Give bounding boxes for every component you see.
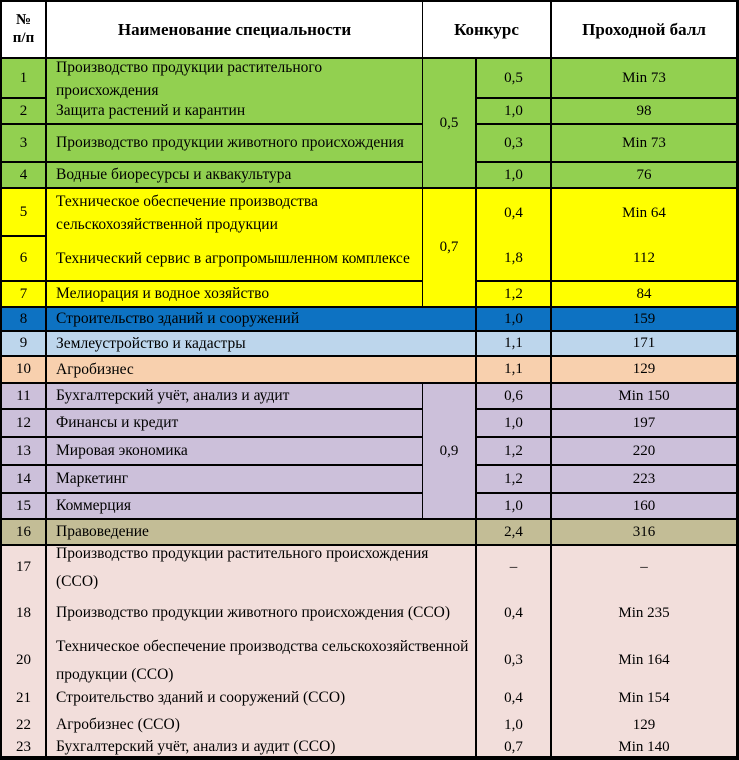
specialty-cell: Землеустройство и кадастры: [47, 332, 477, 357]
row-number-cell: 5: [2, 189, 47, 237]
score-cell: 129: [552, 712, 736, 738]
row-number-cell: 12: [2, 410, 47, 438]
konkurs-cell: –: [477, 546, 552, 589]
konkurs-cell: 1,0: [477, 308, 552, 332]
konkurs-cell: 1,0: [477, 410, 552, 438]
konkurs-cell: 0,3: [477, 125, 552, 163]
row-number-cell: 14: [2, 466, 47, 494]
row-number-cell: 4: [2, 163, 47, 189]
row-number-cell: 17: [2, 546, 47, 589]
specialty-cell: Правоведение: [47, 520, 477, 546]
specialty-cell: Маркетинг: [47, 466, 423, 494]
row-number-cell: 21: [2, 684, 47, 712]
konkurs-cell: 0,7: [477, 738, 552, 756]
specialty-cell: Бухгалтерский учёт, анализ и аудит: [47, 384, 423, 410]
specialty-cell: Водные биоресурсы и аквакультура: [47, 163, 423, 189]
score-cell: 76: [552, 163, 736, 189]
score-cell: 220: [552, 438, 736, 466]
konkurs-cell: 0,4: [477, 589, 552, 637]
konkurs-cell: 0,5: [477, 59, 552, 99]
score-cell: 159: [552, 308, 736, 332]
konkurs-cell: 0,6: [477, 384, 552, 410]
row-number-cell: 16: [2, 520, 47, 546]
row-number-cell: 9: [2, 332, 47, 357]
konkurs-cell: 1,0: [477, 99, 552, 125]
row-number-cell: 6: [2, 237, 47, 282]
konkurs-cell: 1,0: [477, 712, 552, 738]
specialty-cell: Производство продукции растительного происхождения (ССО): [47, 546, 477, 589]
konkurs-cell: 0,4: [477, 189, 552, 237]
konkurs-cell: 2,4: [477, 520, 552, 546]
row-number-cell: 1: [2, 59, 47, 99]
specialty-cell: Мировая экономика: [47, 438, 423, 466]
konkurs-cell: 0,3: [477, 637, 552, 684]
specialty-cell: Производство продукции животного происхождения (ССО): [47, 589, 477, 637]
specialty-cell: Производство продукции растительного происхождения: [47, 59, 423, 99]
score-cell: Min 64: [552, 189, 736, 237]
row-number-cell: 22: [2, 712, 47, 738]
specialty-cell: Агробизнес: [47, 357, 477, 384]
row-number-cell: 7: [2, 282, 47, 308]
score-cell: 316: [552, 520, 736, 546]
specialty-cell: Техническое обеспечение производства сельскохозяйственной продукции: [47, 189, 423, 237]
score-cell: 84: [552, 282, 736, 308]
konkurs-cell: 1,2: [477, 282, 552, 308]
konkurs-cell: 1,0: [477, 494, 552, 520]
header-row-number: [2, 2, 47, 59]
specialty-cell: Строительство зданий и сооружений: [47, 308, 477, 332]
specialty-cell: Агробизнес (ССО): [47, 712, 477, 738]
header-konkurs: Конкурс: [423, 2, 552, 59]
row-number-cell: 13: [2, 438, 47, 466]
score-cell: 171: [552, 332, 736, 357]
score-cell: Min 73: [552, 59, 736, 99]
header-passing-score: Проходной балл: [552, 2, 736, 59]
specialty-cell: Защита растений и карантин: [47, 99, 423, 125]
row-number-cell: 15: [2, 494, 47, 520]
score-cell: 223: [552, 466, 736, 494]
row-number-cell: 23: [2, 738, 47, 756]
score-cell: Min 235: [552, 589, 736, 637]
header-row-number-line1: №: [15, 12, 32, 29]
specialty-cell: Техническое обеспечение производства сельскохозяйственной продукции (ССО): [47, 637, 477, 684]
konkurs-cell: 1,1: [477, 332, 552, 357]
specialty-cell: Строительство зданий и сооружений (ССО): [47, 684, 477, 712]
score-cell: Min 154: [552, 684, 736, 712]
konkurs-cell: 1,8: [477, 237, 552, 282]
score-cell: –: [552, 546, 736, 589]
konkurs-cell: 0,4: [477, 684, 552, 712]
konkurs-cell: 1,2: [477, 466, 552, 494]
specialty-cell: Коммерция: [47, 494, 423, 520]
row-number-cell: 3: [2, 125, 47, 163]
header-specialty: Наименование специальности: [47, 2, 423, 59]
group-konkurs-cell: 0,7: [423, 189, 477, 308]
score-cell: 197: [552, 410, 736, 438]
group-konkurs-cell: 0,5: [423, 59, 477, 189]
row-number-cell: 8: [2, 308, 47, 332]
score-cell: 98: [552, 99, 736, 125]
konkurs-cell: 1,1: [477, 357, 552, 384]
score-cell: 112: [552, 237, 736, 282]
score-cell: Min 140: [552, 738, 736, 756]
score-cell: 129: [552, 357, 736, 384]
konkurs-cell: 1,2: [477, 438, 552, 466]
header-row-number-line2: п/п: [12, 29, 35, 46]
specialty-cell: Финансы и кредит: [47, 410, 423, 438]
konkurs-cell: 1,0: [477, 163, 552, 189]
specialty-cell: Производство продукции животного происхождения: [47, 125, 423, 163]
row-number-cell: 20: [2, 637, 47, 684]
row-number-cell: 18: [2, 589, 47, 637]
score-cell: Min 164: [552, 637, 736, 684]
score-cell: Min 150: [552, 384, 736, 410]
row-number-cell: 2: [2, 99, 47, 125]
group-konkurs-cell: 0,9: [423, 384, 477, 520]
row-number-cell: 10: [2, 357, 47, 384]
score-cell: 160: [552, 494, 736, 520]
row-number-cell: 11: [2, 384, 47, 410]
specialty-cell: Бухгалтерский учёт, анализ и аудит (ССО): [47, 738, 477, 756]
specialty-cell: Мелиорация и водное хозяйство: [47, 282, 423, 308]
specialty-cell: Технический сервис в агропромышленном комплексе: [47, 237, 423, 282]
score-cell: Min 73: [552, 125, 736, 163]
